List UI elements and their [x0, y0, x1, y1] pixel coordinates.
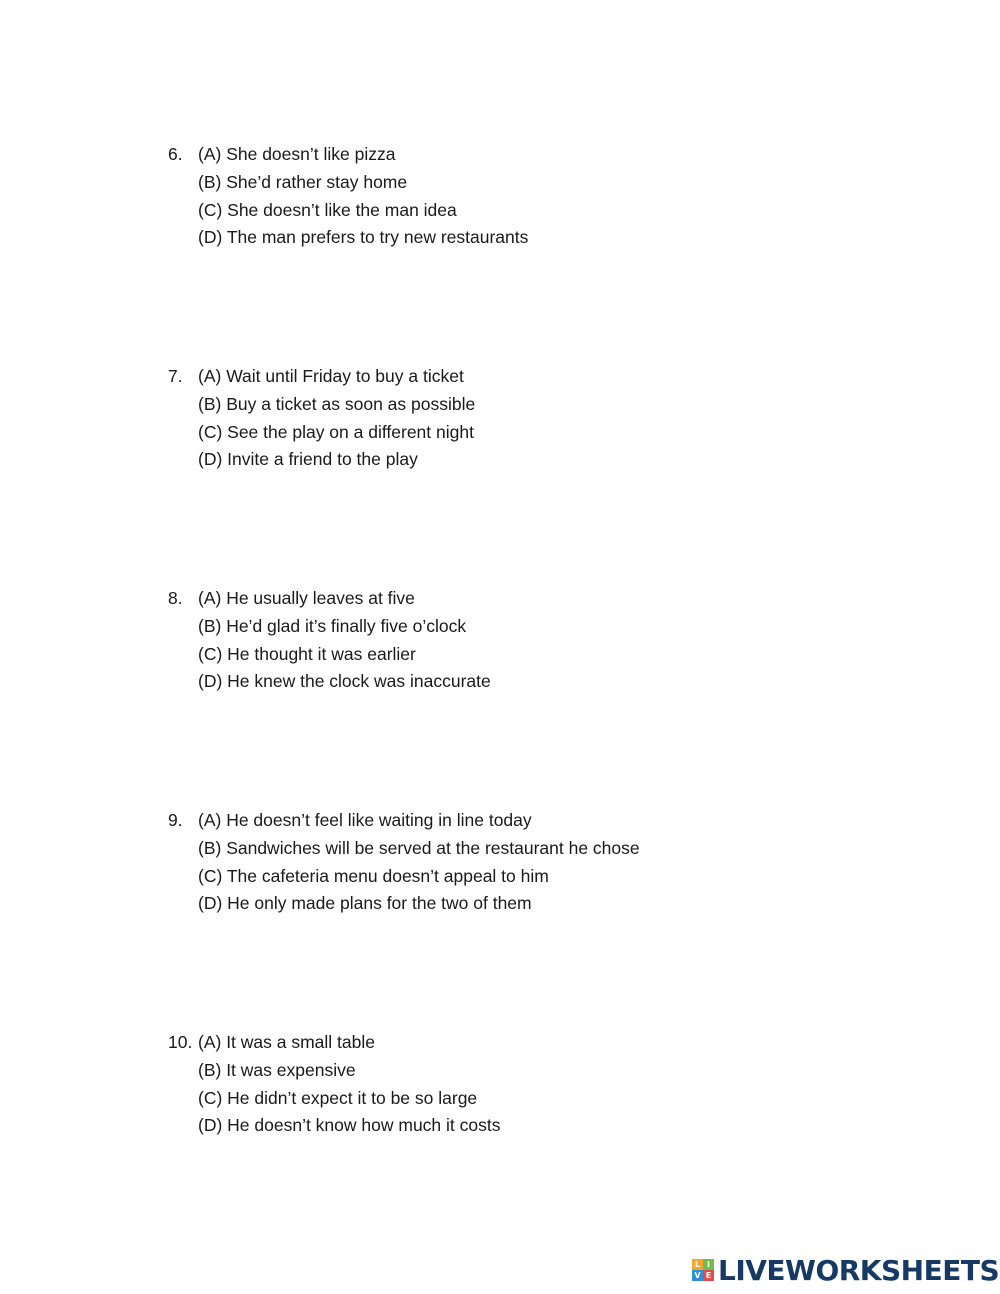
question-row [168, 807, 728, 835]
question-row [168, 446, 728, 474]
option-d[interactable]: (D) He only made plans for the two of them [198, 893, 532, 914]
question-number: 10. [168, 1032, 193, 1052]
option-b[interactable]: (B) It was expensive [198, 1059, 356, 1080]
option-c[interactable]: (C) He thought it was earlier [198, 643, 416, 664]
option-a[interactable]: (A) She doesn’t like pizza [198, 144, 396, 164]
question-9 [168, 807, 728, 918]
logo-mark-letter: E [703, 1270, 714, 1281]
option-c[interactable]: (C) See the play on a different night [198, 421, 474, 442]
option-a[interactable]: (A) It was a small table [198, 1032, 375, 1052]
option-d[interactable]: (D) The man prefers to try new restaurants [198, 227, 529, 248]
option-b[interactable]: (B) She’d rather stay home [198, 171, 408, 192]
question-row [168, 419, 728, 447]
option-b[interactable]: (B) Sandwiches will be served at the restaurant he chose [198, 837, 640, 858]
option-c[interactable]: (C) She doesn’t like the man idea [198, 199, 457, 220]
logo-mark-letter: L [692, 1259, 703, 1270]
question-8 [168, 585, 728, 696]
question-row [168, 863, 728, 891]
question-row [168, 1112, 728, 1140]
question-row [168, 197, 728, 225]
question-7 [168, 363, 728, 474]
option-b[interactable]: (B) He’d glad it’s finally five o’clock [198, 615, 467, 636]
question-row [168, 668, 728, 696]
question-row [168, 363, 728, 391]
question-row [168, 1085, 728, 1113]
option-b[interactable]: (B) Buy a ticket as soon as possible [198, 393, 476, 414]
option-d[interactable]: (D) He knew the clock was inaccurate [198, 671, 491, 692]
option-d[interactable]: (D) He doesn’t know how much it costs [198, 1115, 501, 1136]
question-number: 8. [168, 588, 183, 608]
question-10 [168, 1029, 728, 1140]
option-c[interactable]: (C) The cafeteria menu doesn’t appeal to him [198, 865, 549, 886]
logo-text: LIVEWORKSHEETS [718, 1253, 1000, 1287]
question-row [168, 890, 728, 918]
question-row [168, 835, 728, 863]
liveworksheets-logo[interactable] [692, 1254, 999, 1286]
question-number: 6. [168, 144, 183, 164]
question-row [168, 613, 728, 641]
question-row [168, 585, 728, 613]
question-row [168, 391, 728, 419]
question-row [168, 169, 728, 197]
logo-mark-icon [692, 1259, 714, 1281]
question-row [168, 224, 728, 252]
option-a[interactable]: (A) He doesn’t feel like waiting in line today [198, 810, 532, 830]
option-c[interactable]: (C) He didn’t expect it to be so large [198, 1087, 478, 1108]
question-row [168, 641, 728, 669]
question-row [168, 1029, 728, 1057]
option-a[interactable]: (A) Wait until Friday to buy a ticket [198, 366, 464, 386]
question-number: 9. [168, 810, 183, 830]
question-row [168, 1057, 728, 1085]
option-d[interactable]: (D) Invite a friend to the play [198, 449, 418, 470]
logo-mark-letter: I [703, 1259, 714, 1270]
question-number: 7. [168, 366, 183, 386]
option-a[interactable]: (A) He usually leaves at five [198, 588, 415, 608]
logo-mark-letter: V [692, 1270, 703, 1281]
question-6 [168, 141, 728, 252]
question-row [168, 141, 728, 169]
